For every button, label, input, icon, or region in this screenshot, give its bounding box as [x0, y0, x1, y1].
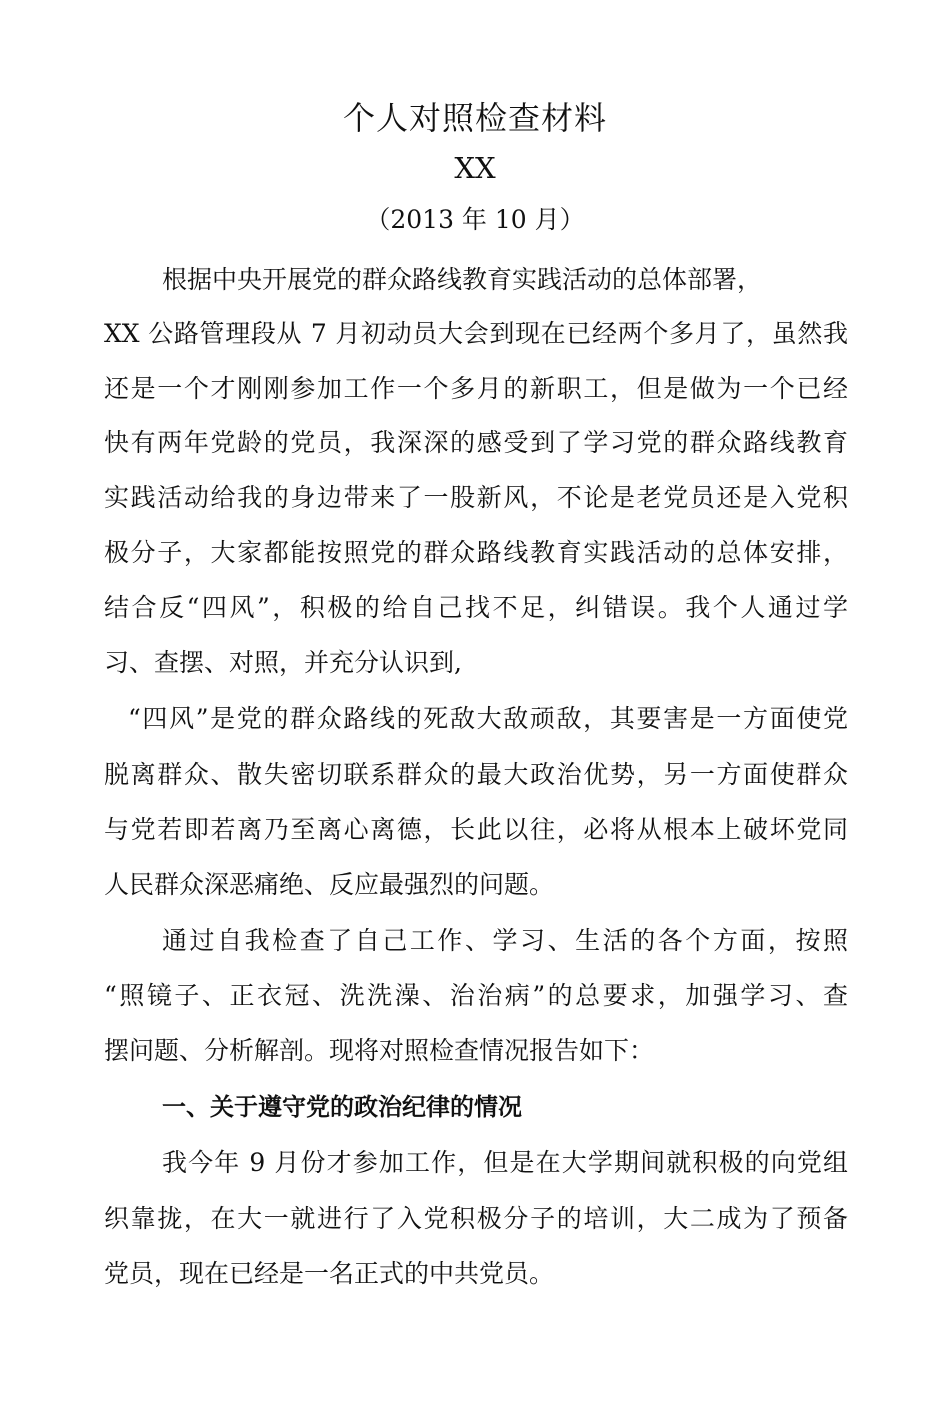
paragraph-line: 极分子，大家都能按照党的群众路线教育实践活动的总体安排，	[104, 538, 848, 567]
paragraph-line: 脱离群众、散失密切联系群众的最大政治优势，另一方面使群众	[104, 760, 848, 789]
paragraph-line: 我今年 9 月份才参加工作，但是在大学期间就积极的向党组	[162, 1148, 848, 1177]
paragraph-line: 通过自我检查了自己工作、学习、生活的各个方面，按照	[162, 926, 848, 955]
paragraph-line: 人民群众深恶痛绝、反应最强烈的问题。	[104, 870, 555, 899]
paragraph-line: 根据中央开展党的群众路线教育实践活动的总体部署，	[162, 265, 763, 294]
paragraph-line: 织靠拢，在大一就进行了入党积极分子的培训，大二成为了预备	[104, 1204, 848, 1233]
section-heading: 一、关于遵守党的政治纪律的情况	[162, 1093, 522, 1121]
document-title: 个人对照检查材料	[342, 99, 607, 137]
paragraph-line: XX 公路管理段从 7 月初动员大会到现在已经两个多月了，虽然我	[104, 319, 848, 348]
paragraph-line: “照镜子、正衣冠、洗洗澡、治治病”的总要求，加强学习、查	[104, 981, 848, 1010]
paragraph-line: 结合反“四风”，积极的给自己找不足，纠错误。我个人通过学	[104, 593, 848, 622]
paragraph-line: 习、查摆、对照，并充分认识到,	[104, 648, 462, 677]
paragraph-line: 快有两年党龄的党员，我深深的感受到了学习党的群众路线教育	[104, 428, 848, 457]
paragraph-line: 党员，现在已经是一名正式的中共党员。	[104, 1259, 555, 1288]
paragraph-line: 还是一个才刚刚参加工作一个多月的新职工，但是做为一个已经	[104, 374, 848, 403]
paragraph-line: 实践活动给我的身边带来了一股新风，不论是老党员还是入党积	[104, 483, 848, 512]
document-date: （2013 年 10 月）	[365, 205, 585, 234]
document-author: XX	[454, 151, 496, 185]
paragraph-line: 与党若即若离乃至离心离德，长此以往，必将从根本上破坏党同	[104, 815, 848, 844]
paragraph-line: “四风”是党的群众路线的死敌大敌顽敌，其要害是一方面使党	[128, 704, 848, 733]
paragraph-line: 摆问题、分析解剖。现将对照检查情况报告如下：	[104, 1036, 655, 1065]
